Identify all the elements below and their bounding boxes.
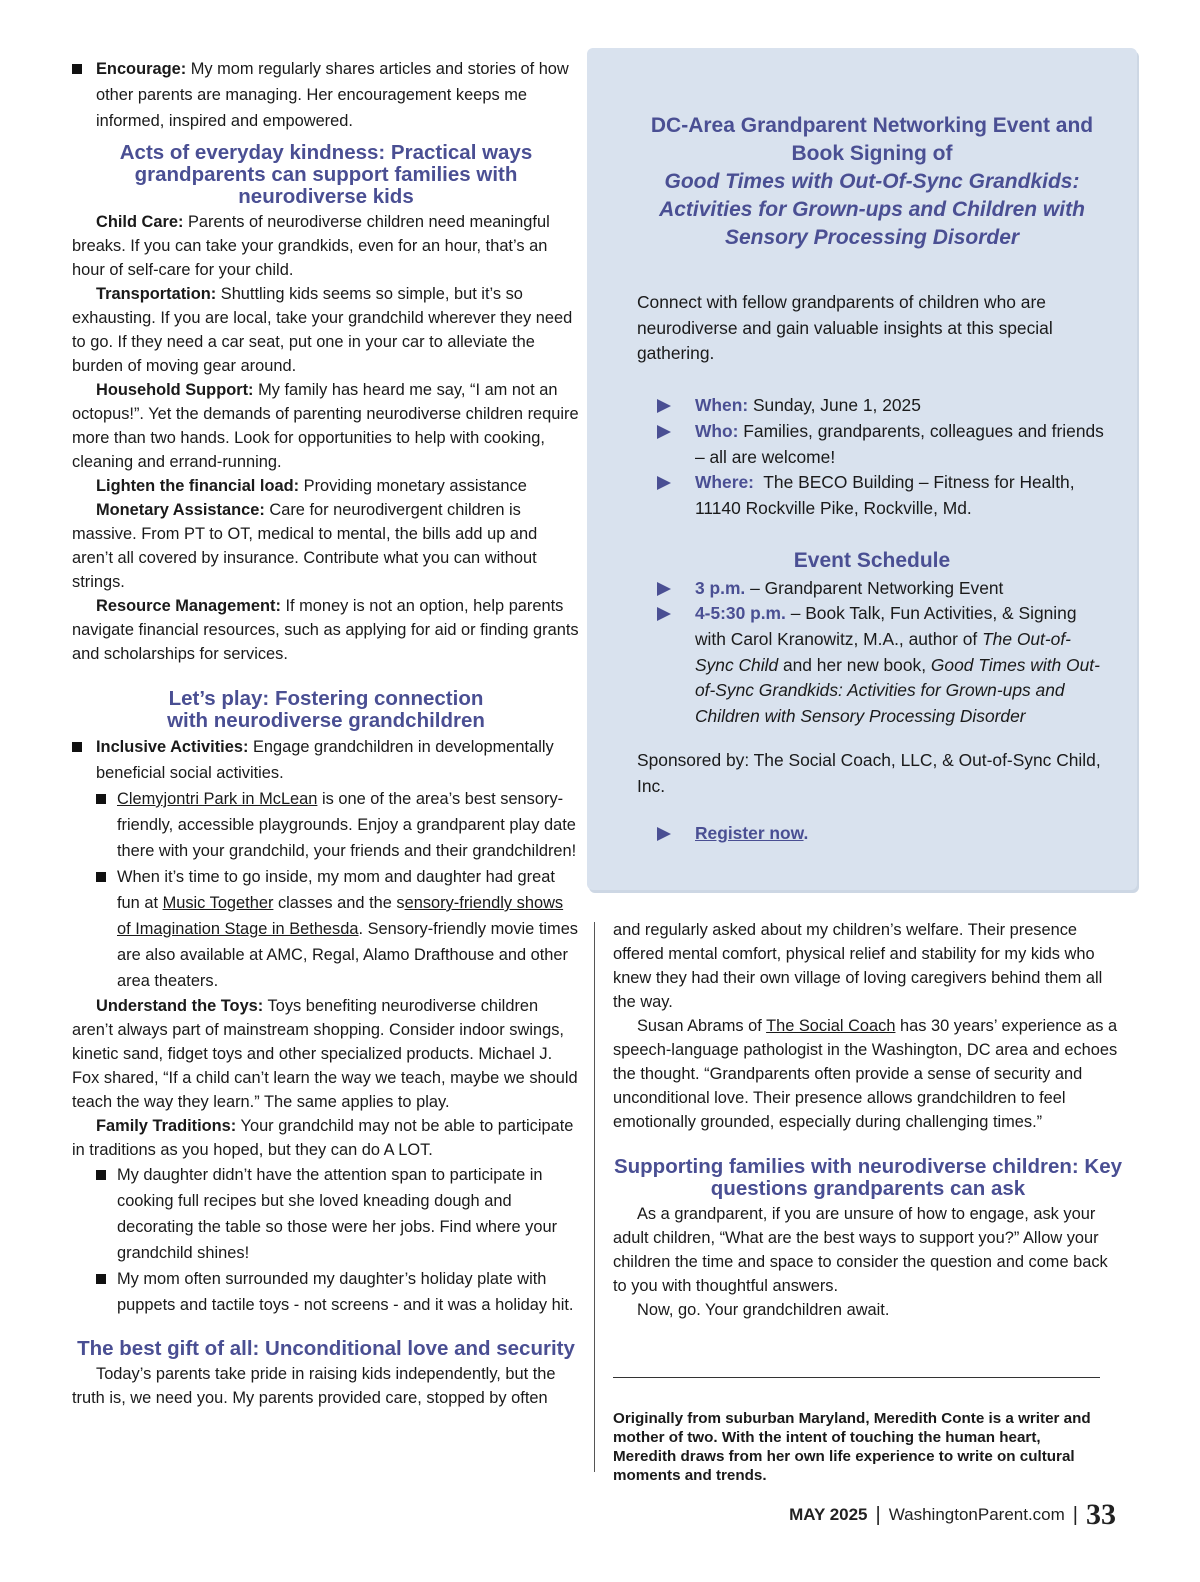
para-lighten — [72, 474, 580, 498]
item-label: Understand the Toys: — [96, 997, 264, 1015]
triangle-bullet-icon — [657, 476, 671, 490]
item-text: Your grandchild may not be able to participate in traditions as you hoped, but they can do A LOT. — [72, 1117, 574, 1159]
item-text: When it’s time to go inside, my mom and daughter had great fun at — [117, 868, 555, 912]
item-label: Household Support: — [96, 381, 254, 399]
item-label: When: — [695, 395, 749, 416]
para-gift: Today’s parents take pride in raising kids independently, but the truth is, we need you. My parents provided care, stopped by often — [72, 1365, 556, 1407]
para-traditions — [72, 1114, 580, 1162]
triangle-bullet-icon — [657, 827, 671, 841]
square-bullet-icon — [72, 742, 82, 752]
item-label: Inclusive Activities: — [96, 738, 249, 756]
right-column — [613, 918, 1123, 1322]
square-bullet-icon — [72, 64, 82, 74]
heading-kindness: Acts of everyday kindness: Practical ways grandparents can support families with neurodiverse kids — [119, 141, 533, 208]
para-now: Now, go. Your grandchildren await. — [637, 1301, 890, 1319]
event-title — [637, 112, 1107, 252]
footer-separator: | — [1072, 1503, 1078, 1526]
list-item-inclusive — [72, 734, 580, 786]
column-divider — [594, 922, 595, 1472]
event-when — [637, 393, 1107, 419]
event-sidebar — [637, 112, 1107, 847]
item-text: Susan Abrams of — [637, 1017, 767, 1035]
item-label: Child Care: — [96, 213, 184, 231]
page-footer — [789, 1498, 1116, 1532]
square-bullet-icon — [96, 1274, 106, 1284]
item-text: My daughter didn’t have the attention span to participate in cooking full recipes but she loved kneading dough and decorating the table so those were her jobs. Find where your grandchild shines! — [117, 1166, 558, 1262]
heading-support: Supporting families with neurodiverse children: Key questions grandparents can ask — [613, 1155, 1123, 1200]
footer-separator: | — [875, 1503, 881, 1526]
item-text: classes and the s — [273, 894, 405, 912]
item-label: Family Traditions: — [96, 1117, 237, 1135]
punctuation: . — [803, 823, 809, 844]
item-text: Parents of neurodiverse children need meaningful breaks. If you can take your grandkids, even for an hour, that’s an hour of self-care for your child. — [72, 213, 550, 279]
heading-play: Let’s play: Fostering connection with neurodiverse grandchildren — [167, 687, 485, 732]
triangle-bullet-icon — [657, 399, 671, 413]
author-bio: Originally from suburban Maryland, Meredith Conte is a writer and mother of two. With the intent of touching the human heart, Meredith draws from her own life experience to write on cultural moments and trends. — [613, 1410, 1091, 1485]
item-text: Care for neurodivergent children is massive. From PT to OT, medical to mental, the bills add up and aren’t all covered by insurance. Contribute what you can without strings. — [72, 501, 538, 591]
item-label: Who: — [695, 420, 739, 441]
schedule-item-1 — [637, 576, 1107, 602]
clemyjontri-park-link[interactable]: Clemyjontri Park in McLean — [117, 790, 318, 808]
item-text: My family has heard me say, “I am not an octopus!”. Yet the demands of parenting neurodiverse children require more than two hands. Look for opportunities to help with cooking, cleaning and errand-running. — [72, 381, 579, 471]
item-label: Resource Management: — [96, 597, 281, 615]
item-label: 3 p.m. — [695, 577, 746, 598]
para-household — [72, 378, 580, 474]
social-coach-link[interactable]: The Social Coach — [766, 1017, 896, 1035]
event-who — [637, 419, 1107, 470]
book-title: Good Times with Out-of-Sync Grandkids: Activities for Grown-ups and Children with Sensory Processing Disorder — [695, 654, 1100, 727]
item-text: My mom often surrounded my daughter’s holiday plate with puppets and tactile toys - not screens - and it was a holiday hit. — [117, 1270, 574, 1314]
para-continued: and regularly asked about my children’s welfare. Their presence offered mental comfort, physical relief and stability for my kids who knew they had their own village of loving caregivers behind them all the way. — [613, 921, 1103, 1011]
item-label: Transportation: — [96, 285, 217, 303]
item-text: and her new book, — [778, 654, 931, 675]
sublist-item-holiday — [72, 1266, 580, 1318]
event-intro: Connect with fellow grandparents of children who are neurodiverse and gain valuable insights at this special gathering. — [637, 292, 1053, 364]
item-label: Lighten the financial load: — [96, 477, 300, 495]
para-transportation — [72, 282, 580, 378]
para-monetary — [72, 498, 580, 594]
item-text: has 30 years’ experience as a speech-language pathologist in the Washington, DC area and echoes the thought. “Grandparents often provide a sense of security and unconditional love. Their presence allows grandchildren to feel emotionally grounded, especially during challenging times.” — [613, 1017, 1118, 1131]
item-text: . Sensory-friendly movie times are also available at AMC, Regal, Alamo Drafthouse and other area theaters. — [117, 920, 579, 990]
item-text: Families, grandparents, colleagues and friends – all are welcome! — [695, 420, 1104, 467]
sublist-item-daughter — [72, 1162, 580, 1266]
sponsor-text: Sponsored by: The Social Coach, LLC, & Out-of-Sync Child, Inc. — [637, 749, 1101, 796]
item-text: Shuttling kids seems so simple, but it’s so exhausting. If you are local, take your grandchild wherever they need to go. If they need a car seat, put one in your car to alleviate the burden of moving gear around. — [72, 285, 573, 375]
item-text: If money is not an option, help parents navigate financial resources, such as applying for aid or finding grants and scholarships for services. — [72, 597, 579, 663]
page-number: 33 — [1086, 1498, 1116, 1531]
event-title-line: DC-Area Grandparent Networking Event and Book Signing of — [650, 114, 1094, 165]
item-label: Encourage: — [96, 60, 187, 78]
item-text: Sunday, June 1, 2025 — [748, 395, 921, 416]
imagination-stage-link[interactable]: ensory-friendly shows of Imagination Stage in Bethesda — [117, 894, 564, 938]
issue-date: MAY 2025 — [789, 1505, 868, 1524]
site-name: WashingtonParent.com — [888, 1505, 1065, 1524]
para-toys — [72, 994, 580, 1114]
register-item — [637, 821, 1107, 847]
schedule-heading: Event Schedule — [793, 548, 951, 572]
triangle-bullet-icon — [657, 607, 671, 621]
event-where — [637, 470, 1107, 521]
register-now-link[interactable]: Register now — [695, 823, 804, 844]
para-ask: As a grandparent, if you are unsure of how to engage, ask your adult children, “What are the best ways to support you?” Allow your children the time and space to consider the question and come back to you with thoughtful answers. — [613, 1205, 1108, 1295]
para-childcare — [72, 210, 580, 282]
item-text: – Grandparent Networking Event — [745, 577, 1004, 598]
square-bullet-icon — [96, 872, 106, 882]
item-text: is one of the area’s best sensory-friendly, accessible playgrounds. Enjoy a grandparent play date there with your grandchild, your friends and their grandchildren! — [117, 790, 577, 860]
bio-divider — [613, 1377, 1100, 1378]
item-text: The BECO Building – Fitness for Health, 11140 Rockville Pike, Rockville, Md. — [695, 472, 1080, 518]
item-text: – Book Talk, Fun Activities, & Signing with Carol Kranowitz, M.A., author of — [695, 603, 1077, 650]
item-label: Where: — [695, 472, 754, 493]
para-resource — [72, 594, 580, 666]
left-column — [72, 56, 580, 1410]
para-susan — [613, 1014, 1123, 1134]
item-label: Monetary Assistance: — [96, 501, 265, 519]
item-text: Providing monetary assistance — [299, 477, 527, 495]
item-text: Engage grandchildren in developmentally beneficial social activities. — [96, 738, 554, 782]
triangle-bullet-icon — [657, 582, 671, 596]
item-text: My mom regularly shares articles and stories of how other parents are managing. Her encouragement keeps me informed, inspired and empowered. — [96, 60, 569, 130]
square-bullet-icon — [96, 794, 106, 804]
item-label: 4-5:30 p.m. — [695, 603, 786, 624]
book-title: The Out-of-Sync Child — [695, 629, 1071, 675]
item-text: Toys benefiting neurodiverse children aren’t always part of mainstream shopping. Consider indoor swings, kinetic sand, fidget toys and other specialized products. Michael J. Fox shared, “If a child can’t learn the way we teach, maybe we should teach the way they learn.” The same applies to play. — [72, 997, 578, 1111]
book-title: Good Times with Out-Of-Sync Grandkids: Activities for Grown-ups and Children with Sensory Processing Disorder — [659, 170, 1085, 249]
triangle-bullet-icon — [657, 425, 671, 439]
schedule-item-2 — [637, 601, 1107, 730]
square-bullet-icon — [96, 1170, 106, 1180]
list-item-encourage — [72, 56, 580, 134]
sublist-item-park — [72, 786, 580, 864]
heading-gift: The best gift of all: Unconditional love and security — [77, 1337, 575, 1360]
sublist-item-inside — [72, 864, 580, 994]
music-together-link[interactable]: Music Together — [162, 894, 274, 912]
